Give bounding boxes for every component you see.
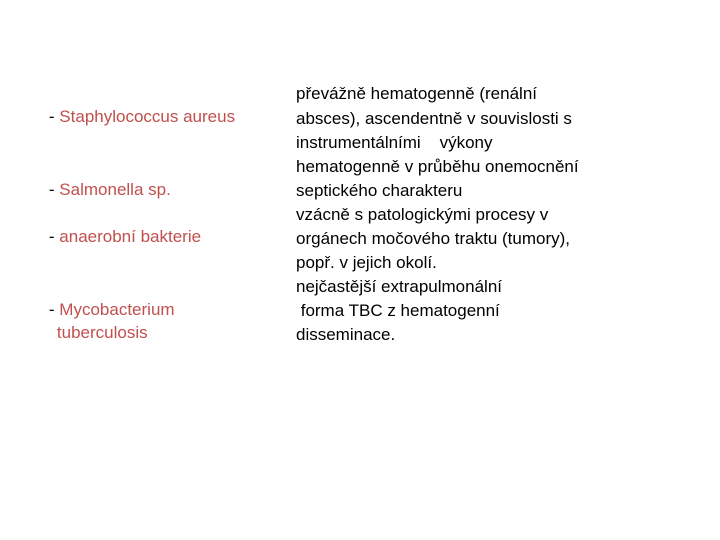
pathogen-name: anaerobní bakterie	[59, 227, 202, 246]
note-line: forma TBC z hematogenní	[296, 301, 500, 320]
pathogen-item	[30, 202, 201, 271]
note-line: nejčastější extrapulmonální	[296, 277, 503, 296]
note-line: popř. v jejich okolí.	[296, 253, 437, 272]
pathogen-name: Staphylococcus aureus	[59, 107, 236, 126]
bullet-dash: -	[48, 227, 60, 246]
note-line: hematogenně v průběhu onemocnění	[296, 157, 579, 176]
bullet-dash: -	[48, 300, 60, 319]
note-line: převážně hematogenně (renální	[296, 84, 537, 103]
note-line: instrumentálními výkony	[296, 133, 493, 152]
bullet-dash: -	[48, 180, 60, 199]
pathogen-name-line2: tuberculosis	[56, 323, 148, 342]
pathogen-item	[30, 82, 235, 151]
pathogen-name: Mycobacterium	[59, 300, 175, 319]
note-line: orgánech močového traktu (tumory),	[296, 229, 571, 248]
note-line: vzácně s patologickými procesy v	[296, 205, 549, 224]
note-line: absces), ascendentně v souvislosti s	[296, 109, 572, 128]
note-line: disseminace.	[296, 325, 396, 344]
pathogen-name: Salmonella sp.	[59, 180, 171, 199]
bullet-dash: -	[48, 107, 60, 126]
pathogen-item-continuation	[38, 298, 148, 367]
note-line: septického charakteru	[296, 181, 463, 200]
